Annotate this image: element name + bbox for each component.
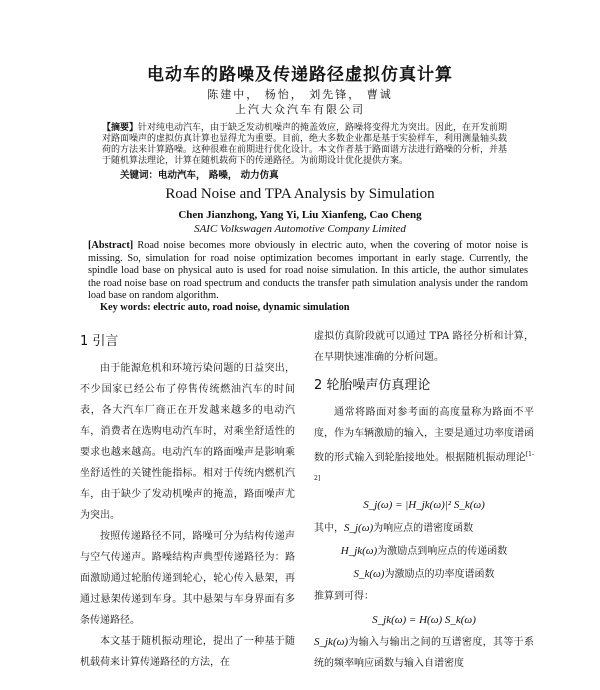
definition-2 [314,540,534,563]
chinese-abstract-label: 【摘要】 [102,123,139,133]
symbol-sj: S_j(ω) [344,521,374,534]
chinese-keywords-text: 电动汽车， 路噪， 动力仿真 [158,170,279,181]
definition-4 [314,632,534,674]
english-keywords-text: electric auto, road noise, dynamic simulation [150,302,350,313]
section-1-paragraph-1: 由于能源危机和环境污染问题的日益突出，不少国家已经公布了停售传统燃油汽车的时间表，各大汽车厂商正在开发越来越多的电动汽车，消费者在选购电动汽车时，对乘坐舒适性的要求也越来越高。电动汽车的路面噪声是影响乘坐舒适性的关键性能指标。相对于传统内燃机汽车，由于缺少了发动机噪声的掩盖，路面噪声尤为突出。 [80,363,295,521]
definition-3 [314,563,534,586]
section-1-heading: 1 引言 [80,334,119,349]
definition-2-text: 为激励点到响应点的传递函数 [377,545,508,557]
english-abstract-text: Road noise becomes more obviously in electric auto, when the covering of motor noise is missing. So, simulation for road noise optimization becomes important in early stage. Currently, the spindle load base on physical auto is used for road noise simulation. In this article, the author simulates the road noise base on road spectrum and conducts the transfer path simulation analysis under the random load base on random algorithm. [88,240,528,301]
section-2-paragraph-1-text: 通常将路面对参考面的高度量称为路面不平度，作为车辆激励的输入，主要是通过功率度谱函数的形式输入到轮胎接地处。根据随机振动理论 [314,407,534,464]
symbol-sjk: S_jk(ω) [314,635,349,648]
english-title: Road Noise and TPA Analysis by Simulation [165,186,435,202]
section-1-paragraph-3: 本文基于随机振动理论，提出了一种基于随机载荷来计算传递路径的方法，在 [80,636,295,668]
section-1-continuation: 虚拟仿真阶段就可以通过 TPA 路径分析和计算，在早期快速准确的分析问题。 [314,331,534,363]
derivation-line: 推算到可得： [314,590,374,602]
chinese-abstract [102,123,512,167]
section-2-paragraph-1 [314,402,534,493]
chinese-abstract-text: 针对纯电动汽车，由于缺乏发动机噪声的掩盖效应，路噪将变得尤为突出。因此，在开发前期对路面噪声的虚拟仿真计算也显得尤为重要。目前，绝大多数企业都是基于实验样车，利用测量轴头载荷的方法来计算路噪。这种很难在前期进行优化设计。本文作者基于路面谱方法进行路噪的分析，并基于随机算法理论，计算在随机载荷下的传递路径。为前期设计优化提供方案。 [102,123,508,166]
definition-1-text: 为响应点的谱密度函数 [373,522,474,534]
chinese-affiliation: 上汽大众汽车有限公司 [235,103,365,116]
symbol-sk: S_k(ω) [353,567,385,580]
definition-3-text: 为激励点的功率度谱函数 [384,568,495,580]
chinese-title: 电动车的路噪及传递路径虚拟仿真计算 [147,65,453,85]
english-abstract [88,240,528,303]
citation-ref: [1-2] [314,451,534,483]
english-keywords-label: Key words: [100,302,151,313]
english-affiliation: SAIC Volkswagen Automotive Company Limited [194,223,406,235]
symbol-hjk: H_jk(ω) [340,544,378,557]
chinese-keywords [120,167,520,181]
english-abstract-label: [Abstract] [88,240,134,251]
where-label: 其中， [314,522,344,534]
english-keywords [100,302,530,313]
chinese-keywords-label: 关键词： [120,170,159,181]
equation-2: S_jk(ω) = H(ω) S_k(ω) [372,613,476,626]
left-column [80,330,295,673]
section-1-paragraph-2: 按照传递路径不同，路噪可分为结构传递声与空气传递声。路噪结构声典型传递路径为：路面激励通过轮胎传递到轮心，轮心传入悬架，再通过悬架传递到车身。其中悬架与车身界面有多条传递路径。 [80,531,295,626]
definition-1 [314,517,534,540]
definition-4-text: 为输入与输出之间的互谱密度，其等于系统的频率响应函数与输入自谱密度 [314,636,534,669]
chinese-authors: 陈建中， 杨怡， 刘先锋， 曹诚 [207,88,393,101]
equation-1: S_j(ω) = |H_jk(ω)|² S_k(ω) [363,498,485,511]
right-column [314,326,534,674]
english-authors: Chen Jianzhong, Yang Yi, Liu Xianfeng, Cao Cheng [178,209,422,221]
section-2-heading: 2 轮胎噪声仿真理论 [314,378,431,393]
